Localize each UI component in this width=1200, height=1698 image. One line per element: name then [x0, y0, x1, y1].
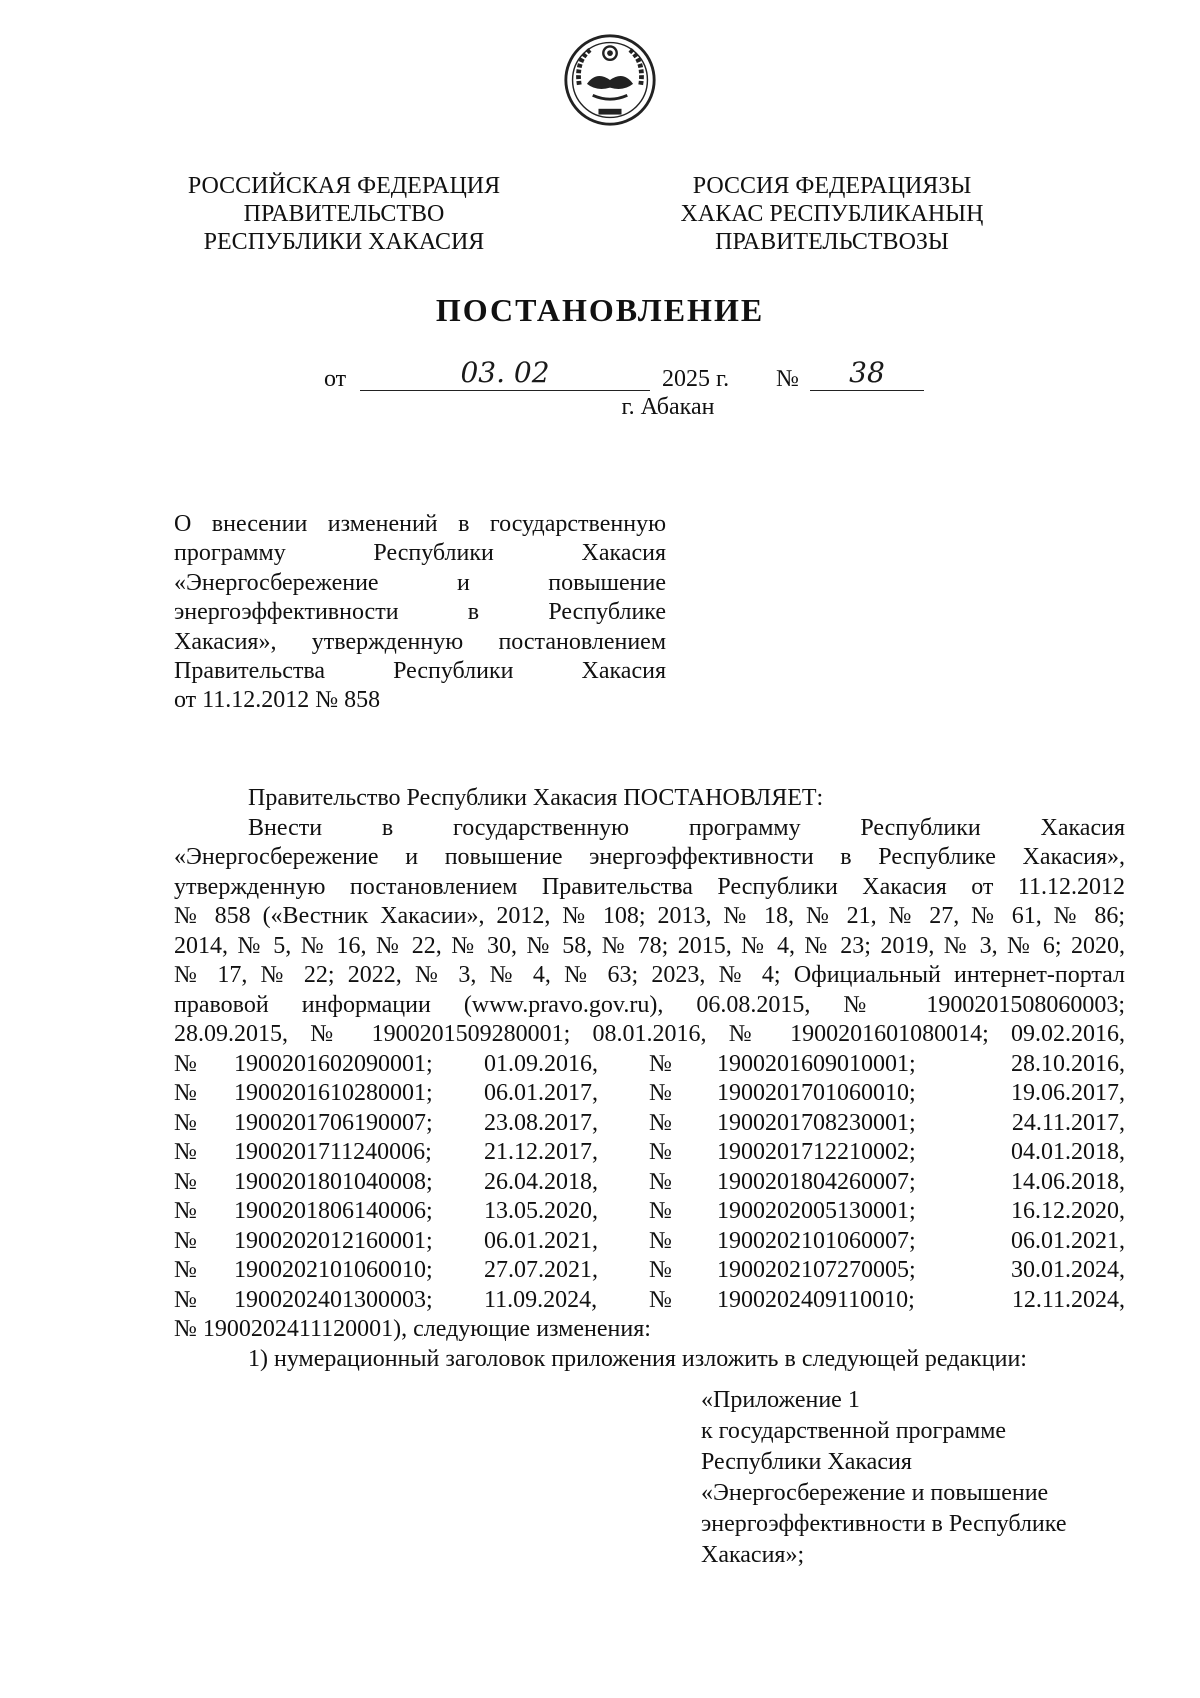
ref-cell: 1900202005130001;	[717, 1198, 916, 1224]
header-left-block	[144, 172, 544, 256]
header-right-line: ПРАВИТЕЛЬСТВОЗЫ	[715, 229, 949, 255]
ref-cell: 1900202101060007;	[717, 1227, 916, 1254]
ref-cell: №	[174, 1080, 197, 1106]
reference-row	[174, 1138, 1125, 1168]
body-line: № 858 («Вестник Хакасии», 2012, № 108; 2013, № 18, № 21, № 27, № 61, № 86;	[174, 903, 1125, 929]
ref-cell: 16.12.2020,	[1011, 1198, 1125, 1224]
ref-cell: 1900201806140006;	[234, 1198, 433, 1224]
ref-cell: 06.01.2021,	[484, 1227, 598, 1254]
ref-cell: 1900201712210002;	[717, 1139, 916, 1165]
ref-cell: №	[649, 1050, 672, 1077]
subject-block	[174, 510, 666, 716]
subject-line: Правительства Республики Хакасия	[174, 658, 666, 685]
subject-line: от 11.12.2012 № 858	[174, 687, 381, 714]
body-line: 28.09.2015, № 1900201509280001; 08.01.2016, № 1900201601080014; 09.02.2016,	[174, 1021, 1125, 1047]
item-1-line: 1) нумерационный заголовок приложения изложить в следующей редакции:	[248, 1345, 1027, 1372]
body-line: № 17, № 22; 2022, № 3, № 4, № 63; 2023, № 4; Официальный интернет-портал	[174, 962, 1125, 988]
ref-cell: 11.09.2024,	[484, 1286, 598, 1313]
ref-cell: 1900202401300003;	[234, 1286, 433, 1313]
ref-cell: 1900202012160001;	[234, 1227, 433, 1254]
ref-cell: 1900201708230001;	[717, 1109, 916, 1136]
reference-row	[174, 1168, 1125, 1198]
appendix-header-block	[701, 1385, 1066, 1571]
appendix-line: энергоэффективности в Республике	[701, 1511, 1067, 1537]
ref-cell: 1900201711240006;	[234, 1139, 432, 1165]
ref-cell: №	[649, 1257, 672, 1283]
ref-cell: 24.11.2017,	[1011, 1109, 1125, 1136]
header-left-line: ПРАВИТЕЛЬСТВО	[243, 201, 445, 227]
ref-cell: №	[649, 1227, 672, 1254]
ref-cell: 14.06.2018,	[1011, 1168, 1125, 1195]
ref-cell: 1900201706190007;	[234, 1109, 433, 1136]
reference-row	[174, 1050, 1125, 1080]
ref-cell: 1900201804260007;	[717, 1168, 916, 1195]
appendix-line: «Энергосбережение и повышение	[701, 1480, 1049, 1506]
ref-cell: 30.01.2024,	[1011, 1257, 1125, 1283]
header-left-line: РОССИЙСКАЯ ФЕДЕРАЦИЯ	[187, 173, 501, 199]
ref-cell: №	[649, 1198, 672, 1224]
subject-line: программу Республики Хакасия	[174, 540, 666, 567]
handwritten-date: 03. 02	[360, 360, 650, 391]
ref-cell: №	[174, 1286, 197, 1313]
header-right-line: РОССИЯ ФЕДЕРАЦИЯЗЫ	[692, 173, 972, 199]
ref-cell: №	[649, 1139, 672, 1165]
ref-cell: 27.07.2021,	[484, 1257, 598, 1283]
header-right-line: ХАКАС РЕСПУБЛИКАНЫҢ	[680, 201, 984, 227]
subject-line: Хакасия», утвержденную постановлением	[174, 628, 666, 655]
body-line: утвержденную постановлением Правительства Республики Хакасия от 11.12.2012	[174, 873, 1125, 900]
ref-cell: №	[649, 1109, 672, 1136]
handwritten-number: 38	[810, 360, 924, 391]
closing-line: № 1900202411120001), следующие изменения:	[174, 1316, 651, 1342]
coat-of-arms-emblem	[562, 32, 658, 128]
ref-cell: 12.11.2024,	[1011, 1286, 1125, 1313]
ref-cell: 1900202101060010;	[234, 1257, 433, 1283]
ref-cell: 1900201610280001;	[234, 1080, 433, 1106]
ref-cell: 1900202409110010;	[717, 1286, 915, 1313]
ref-cell: №	[174, 1109, 197, 1136]
ref-cell: 01.09.2016,	[484, 1050, 598, 1077]
body-line: Внести в государственную программу Республики Хакасия	[248, 814, 1125, 841]
ref-cell: №	[174, 1227, 197, 1254]
ref-cell: 1900201609010001;	[717, 1050, 916, 1077]
ref-cell: 26.04.2018,	[484, 1168, 598, 1195]
header-right-block	[632, 172, 1032, 256]
body-line: правовой информации (www.pravo.gov.ru), 06.08.2015, № 1900201508060003;	[174, 991, 1125, 1018]
appendix-line: к государственной программе	[701, 1418, 1007, 1444]
date-prefix: от	[324, 366, 347, 392]
appendix-line: Хакасия»;	[701, 1542, 805, 1568]
subject-line: энергоэффективности в Республике	[174, 599, 666, 626]
ref-cell: 1900201801040008;	[234, 1168, 433, 1195]
ref-cell: №	[649, 1286, 672, 1313]
appendix-line: Республики Хакасия	[701, 1449, 912, 1475]
city-line: г. Абакан	[621, 394, 715, 420]
ref-cell: №	[174, 1198, 197, 1224]
ref-cell: №	[174, 1257, 197, 1283]
reference-row	[174, 1109, 1125, 1139]
reference-row	[174, 1286, 1125, 1316]
ref-cell: 23.08.2017,	[484, 1109, 598, 1136]
date-year: 2025 г.	[662, 366, 730, 392]
resolution-body	[174, 784, 1125, 1374]
reference-row	[174, 1256, 1125, 1286]
ref-cell: №	[649, 1080, 672, 1106]
ref-cell: №	[649, 1168, 672, 1195]
body-line: «Энергосбережение и повышение энергоэффективности в Республике Хакасия»,	[174, 844, 1125, 870]
resolve-line: Правительство Республики Хакасия ПОСТАНОВЛЯЕТ:	[248, 785, 824, 811]
header-left-line: РЕСПУБЛИКИ ХАКАСИЯ	[203, 229, 485, 255]
subject-line: «Энергосбережение и повышение	[174, 569, 666, 596]
ref-cell: №	[174, 1168, 197, 1195]
body-line: 2014, № 5, № 16, № 22, № 30, № 58, № 78; 2015, № 4, № 23; 2019, № 3, № 6; 2020,	[174, 932, 1125, 959]
number-label: №	[776, 366, 799, 392]
ref-cell: 04.01.2018,	[1011, 1139, 1125, 1165]
reference-row	[174, 1079, 1125, 1109]
reference-row	[174, 1227, 1125, 1257]
reference-row	[174, 1197, 1125, 1227]
ref-cell: 13.05.2020,	[484, 1198, 598, 1224]
ref-cell: №	[174, 1139, 197, 1165]
ref-cell: 1900202107270005;	[717, 1257, 916, 1283]
ref-cell: №	[174, 1050, 197, 1077]
ref-cell: 21.12.2017,	[484, 1139, 598, 1165]
ref-cell: 06.01.2017,	[484, 1080, 598, 1106]
ref-cell: 28.10.2016,	[1011, 1050, 1125, 1077]
ref-cell: 1900201701060010;	[717, 1080, 916, 1106]
subject-line: О внесении изменений в государственную	[174, 511, 666, 537]
appendix-line: «Приложение 1	[701, 1387, 860, 1413]
ref-cell: 19.06.2017,	[1011, 1080, 1125, 1106]
ref-cell: 1900201602090001;	[234, 1050, 433, 1077]
document-title: ПОСТАНОВЛЕНИЕ	[435, 292, 765, 328]
ref-cell: 06.01.2021,	[1011, 1227, 1125, 1254]
